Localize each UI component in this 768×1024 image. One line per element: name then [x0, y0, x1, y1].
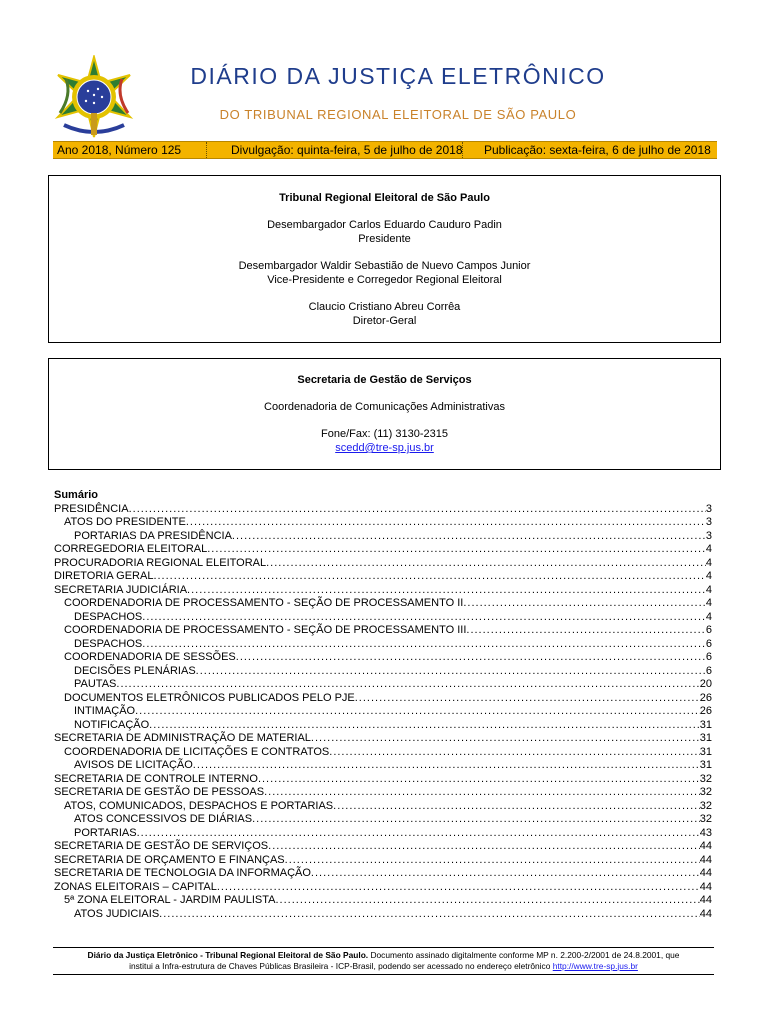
toc-entry-page: 31: [699, 732, 712, 744]
toc-entry-page: 26: [699, 705, 712, 717]
toc-entry-page: 4: [705, 610, 712, 623]
president-name: Desembargador Carlos Eduardo Cauduro Padin: [267, 219, 502, 231]
toc-entry[interactable]: [54, 840, 712, 854]
toc-leader-dots: [137, 827, 700, 841]
toc-leader-dots: [159, 908, 700, 922]
toc-entry-page: 4: [705, 583, 712, 596]
toc-entry-page: 44: [699, 907, 712, 920]
toc-entry-title: PRESIDÊNCIA: [54, 502, 129, 515]
toc-entry[interactable]: [54, 638, 712, 652]
toc-leader-dots: [217, 881, 700, 895]
toc-entry-title: PORTARIAS DA PRESIDÊNCIA: [74, 529, 232, 542]
toc-entry-title: SECRETARIA DE GESTÃO DE PESSOAS: [54, 786, 265, 798]
toc-entry-title: COORDENADORIA DE LICITAÇÕES E CONTRATOS: [64, 745, 330, 758]
toc-entry-page: 3: [705, 516, 712, 528]
toc-entry[interactable]: [54, 692, 712, 706]
phone-fax: Fone/Fax: (11) 3130-2315: [321, 428, 448, 440]
toc-entry[interactable]: [54, 597, 712, 611]
toc-leader-dots: [311, 732, 700, 746]
toc-entry-title: PORTARIAS: [74, 826, 137, 839]
toc-entry[interactable]: [54, 705, 712, 719]
info-divider: [206, 142, 207, 158]
toc-entry-title: DESPACHOS: [74, 637, 143, 650]
toc-entry[interactable]: [54, 867, 712, 881]
toc-entry-title: AVISOS DE LICITAÇÃO: [74, 759, 193, 771]
toc-list: [54, 503, 712, 922]
toc-entry[interactable]: [54, 503, 712, 517]
toc-entry[interactable]: [54, 746, 712, 760]
toc-entry-title: ATOS CONCESSIVOS DE DIÁRIAS: [74, 813, 253, 825]
toc-leader-dots: [311, 867, 700, 881]
toc-entry-title: COORDENADORIA DE PROCESSAMENTO - SEÇÃO DE PROCESSAMENTO II: [64, 597, 464, 609]
toc-leader-dots: [193, 759, 700, 773]
toc-entry-title: CORREGEDORIA ELEITORAL: [54, 543, 208, 555]
toc-leader-dots: [329, 746, 699, 760]
toc-entry-page: 4: [705, 597, 712, 609]
toc-heading: Sumário: [54, 489, 99, 501]
footer-icp-text: institui a Infra-estrutura de Chaves Públicas Brasileira - ICP-Brasil, podendo ser acessado no endereço eletrônico: [129, 960, 551, 971]
toc-entry-title: SECRETARIA DE TECNOLOGIA DA INFORMAÇÃO: [54, 867, 311, 879]
footer-signature-text: Documento assinado digitalmente conforme MP n. 2.200-2/2001 de 24.8.2001, que: [370, 950, 680, 960]
president-role: Presidente: [358, 233, 411, 245]
toc-leader-dots: [186, 516, 706, 530]
contact-box: [48, 358, 721, 470]
toc-entry-page: 31: [699, 745, 712, 758]
toc-entry[interactable]: [54, 543, 712, 557]
toc-leader-dots: [276, 894, 700, 908]
toc-entry-page: 44: [699, 853, 712, 866]
toc-entry[interactable]: [54, 665, 712, 679]
toc-leader-dots: [149, 719, 700, 733]
toc-entry[interactable]: [54, 854, 712, 868]
toc-leader-dots: [285, 854, 700, 868]
court-subtitle: DO TRIBUNAL REGIONAL ELEITORAL DE SÃO PAULO: [219, 107, 577, 122]
toc-entry[interactable]: [54, 827, 712, 841]
toc-entry[interactable]: [54, 557, 712, 571]
coat-of-arms-icon: [52, 55, 136, 139]
toc-leader-dots: [142, 611, 706, 625]
publicacao-date: Publicação: sexta-feira, 6 de julho de 2018: [484, 143, 711, 157]
footer-publication-name: Diário da Justiça Eletrônico - Tribunal Regional Eleitoral de São Paulo.: [87, 950, 369, 960]
contact-email-link[interactable]: scedd@tre-sp.jus.br: [335, 442, 434, 454]
toc-entry[interactable]: [54, 894, 712, 908]
toc-leader-dots: [142, 638, 706, 652]
toc-entry-title: DECISÕES PLENÁRIAS: [74, 664, 196, 677]
divulgacao-date: Divulgação: quinta-feira, 5 de julho de 2018: [231, 143, 463, 157]
toc-entry-title: ATOS JUDICIAIS: [74, 907, 160, 920]
toc-leader-dots: [207, 543, 706, 557]
toc-leader-dots: [236, 651, 706, 665]
toc-entry-title: SECRETARIA DE GESTÃO DE SERVIÇOS: [54, 840, 269, 852]
toc-entry-title: DESPACHOS: [74, 610, 143, 623]
toc-leader-dots: [153, 570, 705, 584]
toc-entry[interactable]: [54, 786, 712, 800]
toc-entry-page: 43: [699, 826, 712, 839]
director-name: Claucio Cristiano Abreu Corrêa: [308, 301, 461, 313]
toc-entry[interactable]: [54, 732, 712, 746]
toc-entry-page: 26: [699, 691, 712, 704]
toc-entry-title: ATOS, COMUNICADOS, DESPACHOS E PORTARIAS: [64, 799, 334, 812]
toc-leader-dots: [252, 813, 700, 827]
toc-entry-page: 32: [699, 786, 712, 798]
toc-leader-dots: [232, 530, 706, 544]
toc-entry-page: 32: [699, 799, 712, 812]
toc-entry-page: 3: [705, 502, 712, 515]
journal-title: DIÁRIO DA JUSTIÇA ELETRÔNICO: [190, 63, 606, 89]
toc-entry-title: INTIMAÇÃO: [74, 705, 136, 717]
toc-entry-page: 31: [699, 759, 712, 771]
toc-entry[interactable]: [54, 516, 712, 530]
toc-entry-title: COORDENADORIA DE PROCESSAMENTO - SEÇÃO DE PROCESSAMENTO III: [64, 624, 467, 636]
toc-entry-title: 5ª ZONA ELEITORAL - JARDIM PAULISTA: [64, 894, 276, 906]
toc-leader-dots: [466, 624, 705, 638]
toc-entry-title: ZONAS ELEITORAIS – CAPITAL: [54, 880, 217, 893]
toc-entry-title: PROCURADORIA REGIONAL ELEITORAL: [54, 556, 267, 569]
toc-leader-dots: [264, 786, 700, 800]
toc-leader-dots: [258, 773, 700, 787]
table-of-contents: [54, 489, 712, 921]
toc-entry-title: COORDENADORIA DE SESSÕES: [64, 651, 236, 663]
toc-entry-page: 4: [705, 556, 712, 569]
toc-leader-dots: [135, 705, 700, 719]
toc-entry-page: 3: [705, 529, 712, 542]
toc-entry[interactable]: [54, 908, 712, 922]
toc-entry[interactable]: [54, 678, 712, 692]
toc-leader-dots: [355, 692, 700, 706]
toc-entry-title: SECRETARIA DE ORÇAMENTO E FINANÇAS: [54, 853, 285, 866]
toc-leader-dots: [463, 597, 706, 611]
toc-entry[interactable]: [54, 584, 712, 598]
toc-entry-title: PAUTAS: [74, 678, 117, 690]
toc-entry-page: 6: [705, 624, 712, 636]
toc-entry-page: 44: [699, 840, 712, 852]
info-divider: [462, 142, 463, 158]
toc-leader-dots: [187, 584, 706, 598]
toc-entry-page: 44: [699, 867, 712, 879]
toc-entry-page: 32: [699, 813, 712, 825]
toc-leader-dots: [266, 557, 706, 571]
toc-entry-page: 20: [699, 678, 712, 690]
toc-entry-title: ATOS DO PRESIDENTE: [64, 516, 186, 528]
vice-president-role: Vice-Presidente e Corregedor Regional Eleitoral: [267, 274, 502, 286]
toc-leader-dots: [116, 678, 699, 692]
toc-entry-page: 44: [699, 880, 712, 893]
toc-entry[interactable]: [54, 773, 712, 787]
toc-leader-dots: [333, 800, 700, 814]
toc-entry-page: 44: [699, 894, 712, 906]
toc-entry[interactable]: [54, 651, 712, 665]
toc-entry[interactable]: [54, 719, 712, 733]
toc-entry-page: 4: [705, 543, 712, 555]
toc-entry-title: NOTIFICAÇÃO: [74, 718, 150, 731]
toc-entry[interactable]: [54, 624, 712, 638]
toc-entry[interactable]: [54, 530, 712, 544]
toc-entry-page: 4: [705, 570, 712, 582]
toc-entry-title: DOCUMENTOS ELETRÔNICOS PUBLICADOS PELO PJE: [64, 691, 355, 704]
secretariat-heading: Secretaria de Gestão de Serviços: [297, 374, 472, 386]
toc-entry[interactable]: [54, 611, 712, 625]
vice-president-name: Desembargador Waldir Sebastião de Nuevo Campos Junior: [238, 260, 531, 272]
toc-entry[interactable]: [54, 813, 712, 827]
toc-entry-title: SECRETARIA DE CONTROLE INTERNO: [54, 772, 258, 785]
toc-entry[interactable]: [54, 881, 712, 895]
publication-info-bar: [53, 141, 717, 159]
director-role: Diretor-Geral: [352, 315, 417, 327]
issue-number: Ano 2018, Número 125: [57, 143, 182, 157]
toc-leader-dots: [196, 665, 706, 679]
toc-entry[interactable]: [54, 759, 712, 773]
page-footer: [53, 947, 714, 975]
toc-entry-page: 31: [699, 718, 712, 731]
court-heading: Tribunal Regional Eleitoral de São Paulo: [279, 192, 490, 204]
toc-entry[interactable]: [54, 570, 712, 584]
toc-entry-title: DIRETORIA GERAL: [54, 570, 154, 582]
toc-entry-title: SECRETARIA DE ADMINISTRAÇÃO DE MATERIAL: [54, 732, 311, 744]
toc-leader-dots: [129, 503, 706, 517]
toc-entry-page: 6: [705, 637, 712, 650]
toc-entry-title: SECRETARIA JUDICIÁRIA: [54, 583, 188, 596]
toc-entry-page: 32: [699, 772, 712, 785]
toc-entry-page: 6: [705, 651, 712, 663]
toc-entry-page: 6: [705, 664, 712, 677]
department-name: Coordenadoria de Comunicações Administrativas: [264, 401, 505, 413]
toc-leader-dots: [268, 840, 700, 854]
footer-website-link[interactable]: http://www.tre-sp.jus.br: [552, 960, 638, 971]
toc-entry[interactable]: [54, 800, 712, 814]
court-officials-box: [48, 175, 721, 343]
